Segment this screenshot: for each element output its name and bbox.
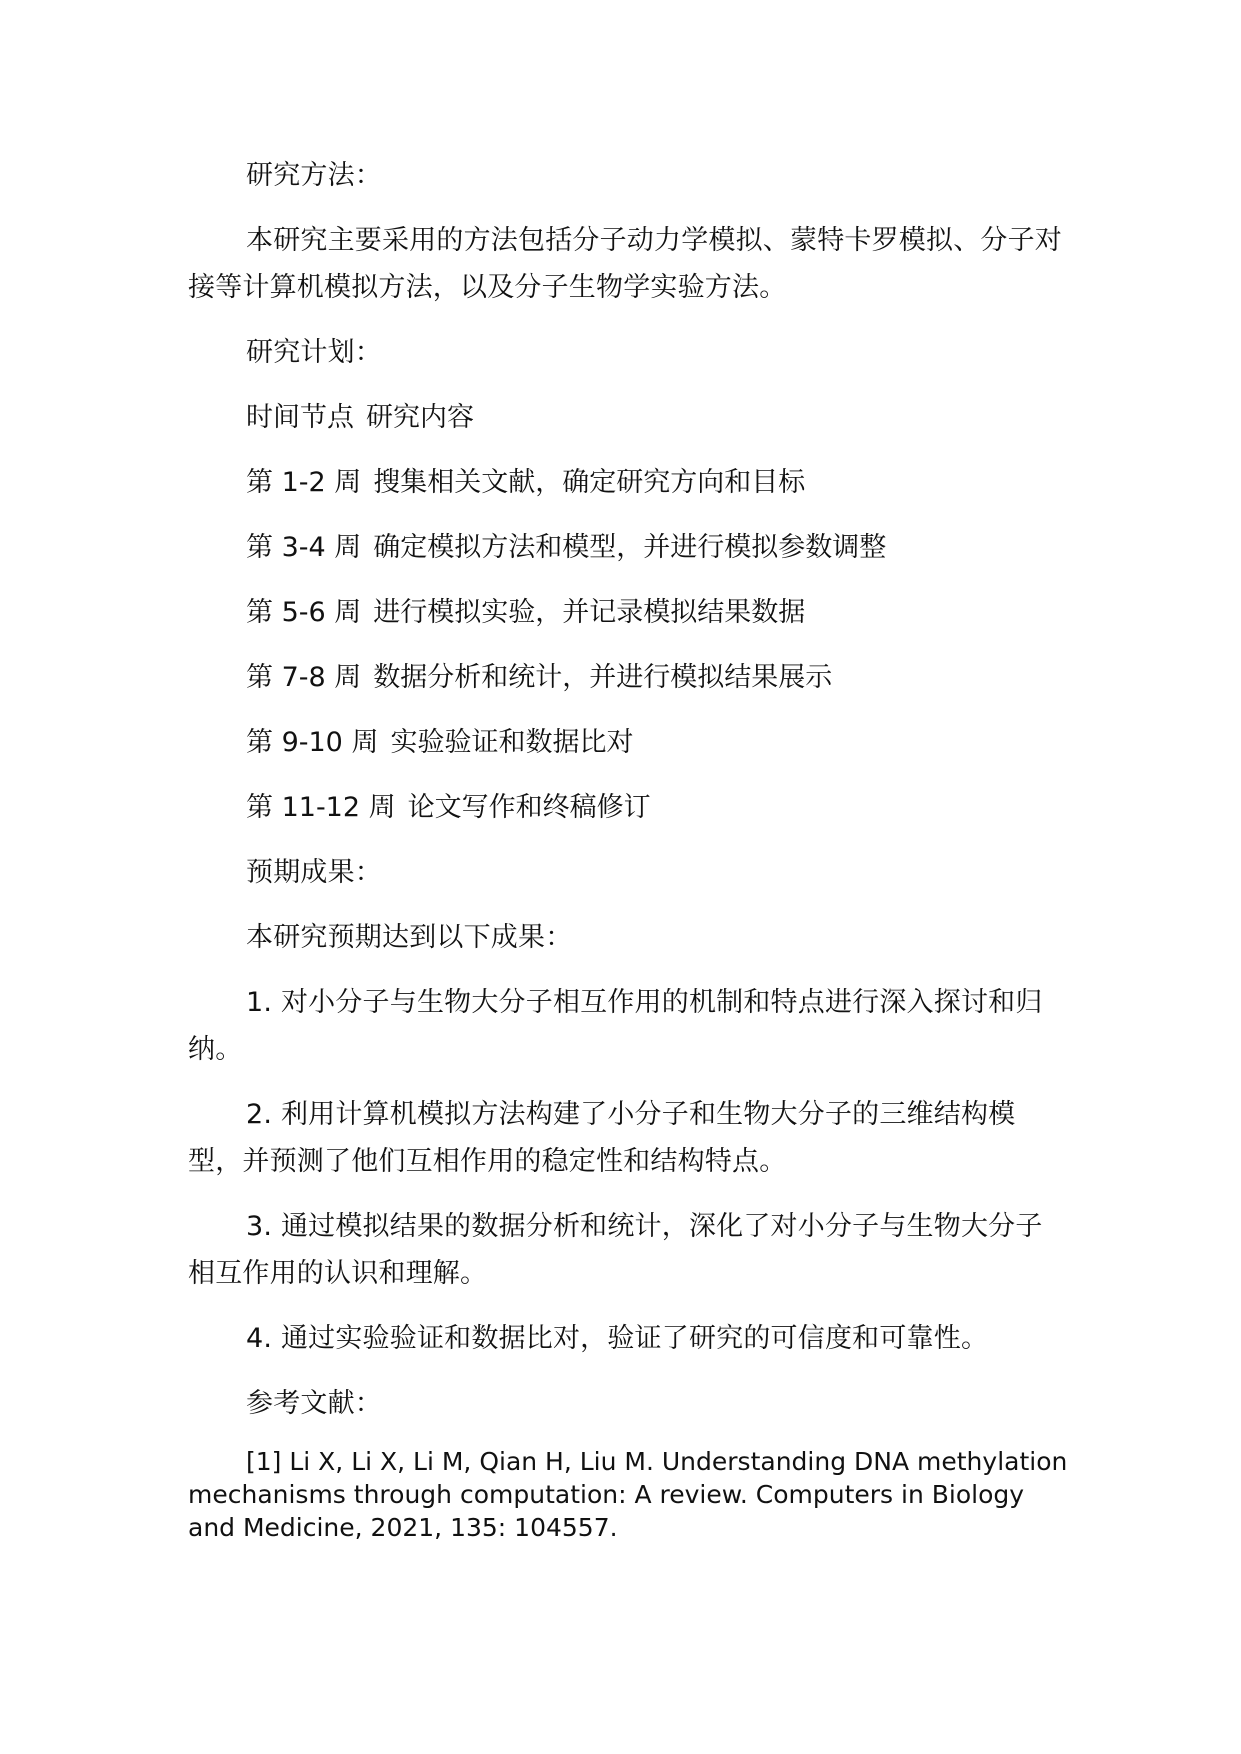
document-body bbox=[188, 152, 1068, 1544]
outcome-item: 2. 利用计算机模拟方法构建了小分子和生物大分子的三维结构模型，并预测了他们互相作用的稳定性和结构特点。 bbox=[188, 1099, 1016, 1177]
plan-row bbox=[188, 589, 1068, 636]
methods-heading: 研究方法： bbox=[246, 160, 382, 191]
outcomes-intro: 本研究预期达到以下成果： bbox=[246, 922, 573, 953]
plan-row-when: 第 7-8 周 bbox=[246, 662, 362, 693]
plan-row-what: 确定模拟方法和模型，并进行模拟参数调整 bbox=[373, 532, 887, 563]
plan-row-what: 数据分析和统计，并进行模拟结果展示 bbox=[373, 662, 833, 693]
references-heading: 参考文献： bbox=[246, 1388, 382, 1419]
outcome-item: 1. 对小分子与生物大分子相互作用的机制和特点进行深入探讨和归纳。 bbox=[188, 987, 1043, 1065]
plan-row bbox=[188, 654, 1068, 701]
plan-row-when: 第 3-4 周 bbox=[246, 532, 362, 563]
plan-row-when: 第 9-10 周 bbox=[246, 727, 379, 758]
plan-row-when: 第 11-12 周 bbox=[246, 792, 396, 823]
outcome-item: 4. 通过实验验证和数据比对，验证了研究的可信度和可靠性。 bbox=[246, 1323, 989, 1354]
plan-row-what: 论文写作和终稿修订 bbox=[407, 792, 651, 823]
plan-header-when: 时间节点 bbox=[246, 402, 354, 433]
plan-row bbox=[188, 784, 1068, 831]
plan-header-what: 研究内容 bbox=[366, 402, 474, 433]
plan-header-row bbox=[188, 394, 1068, 441]
plan-row-what: 进行模拟实验，并记录模拟结果数据 bbox=[373, 597, 806, 628]
plan-row bbox=[188, 524, 1068, 571]
plan-row-what: 实验验证和数据比对 bbox=[390, 727, 634, 758]
methods-paragraph: 本研究主要采用的方法包括分子动力学模拟、蒙特卡罗模拟、分子对接等计算机模拟方法，以及分子生物学实验方法。 bbox=[188, 225, 1062, 303]
plan-row-when: 第 5-6 周 bbox=[246, 597, 362, 628]
outcomes-heading: 预期成果： bbox=[246, 857, 382, 888]
reference-item: [1] Li X, Li X, Li M, Qian H, Liu M. Understanding DNA methylation mechanisms through computation: A review. Computers in Biology and Medicine, 2021, 135: 104557. bbox=[188, 1447, 1068, 1542]
plan-row bbox=[188, 719, 1068, 766]
outcome-item: 3. 通过模拟结果的数据分析和统计，深化了对小分子与生物大分子相互作用的认识和理解。 bbox=[188, 1211, 1043, 1289]
plan-heading: 研究计划： bbox=[246, 337, 382, 368]
plan-row-when: 第 1-2 周 bbox=[246, 467, 362, 498]
plan-row bbox=[188, 459, 1068, 506]
plan-row-what: 搜集相关文献，确定研究方向和目标 bbox=[373, 467, 806, 498]
